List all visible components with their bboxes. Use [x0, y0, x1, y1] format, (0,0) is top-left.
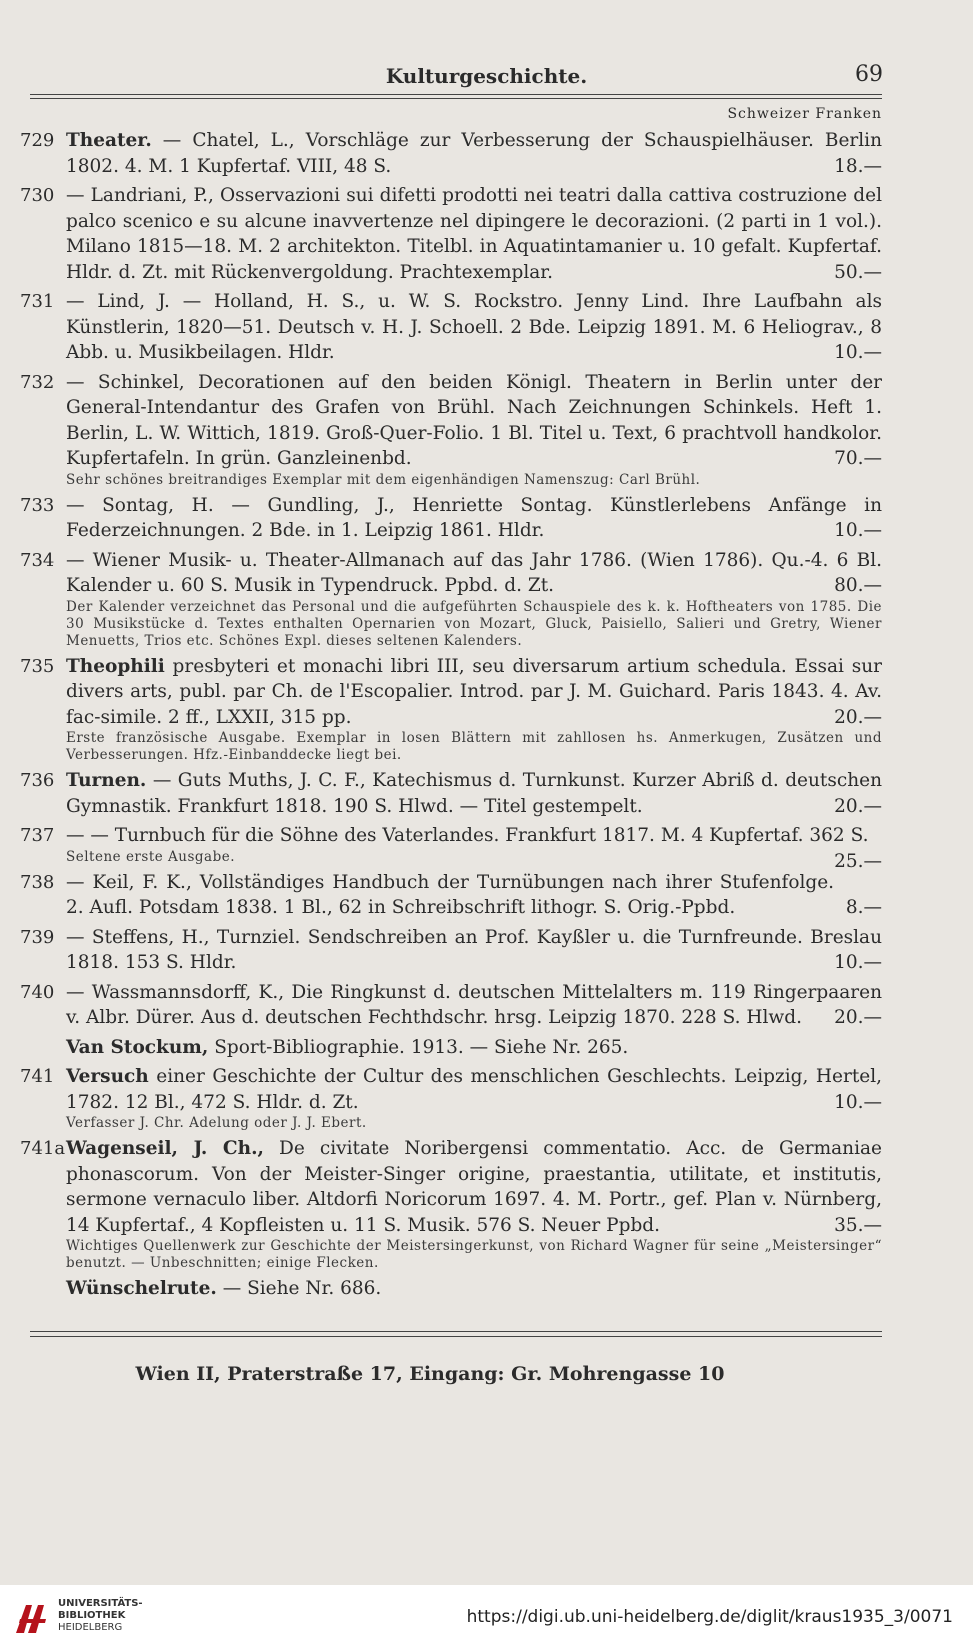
- catalog-entry: [20, 548, 882, 650]
- entry-description: — Keil, F. K., Vollständiges Handbuch der Turnübungen nach ihrer Stufenfolge. 2. Aufl. Potsdam 1838. 1 Bl., 62 in Schreibschrift lithogr. S. Orig.-Ppbd.: [66, 871, 835, 918]
- catalog-entries: [20, 104, 882, 1302]
- library-name: [58, 1598, 143, 1634]
- catalog-entry: [20, 493, 882, 544]
- entry-text: [66, 493, 882, 544]
- entry-number: 740: [20, 981, 55, 1003]
- page-number: 69: [855, 62, 883, 87]
- entry-heading: Turnen.: [66, 770, 147, 791]
- entry-text: [66, 925, 882, 976]
- entry-description: — Wassmannsdorff, K., Die Ringkunst d. deutschen Mittelalters m. 119 Ringerpaaren v. Albr. Dürer. Aus d. deutschen Fechthdschr. hrsg. Leipzig 1870. 228 S. Hlwd.: [66, 981, 882, 1028]
- entry-text: [66, 654, 882, 731]
- entry-text: [66, 870, 882, 921]
- entry-note: Wichtiges Quellenwerk zur Geschichte der Meistersingerkunst, von Richard Wagner für seine „Meistersinger“ benutzt. — Unbeschnitten; einige Flecken.: [66, 1238, 882, 1271]
- entry-number: 734: [20, 549, 55, 571]
- catalog-entry: [20, 1035, 882, 1061]
- university-library-logo: [10, 1597, 52, 1639]
- entry-number: 730: [20, 185, 55, 206]
- entry-text: [66, 768, 882, 819]
- entry-description: einer Geschichte der Cultur des menschlichen Geschlechts. Leipzig, Hertel, 1782. 12 Bl., 472 S. Hldr. d. Zt.: [66, 1066, 882, 1113]
- entry-price: 10.—: [834, 1091, 882, 1113]
- entry-list: [20, 128, 882, 1302]
- entry-number: 736: [20, 770, 55, 791]
- entry-note: Erste französische Ausgabe. Exemplar in losen Blättern mit zahllosen hs. Anmerkugen, Zusätzen und Verbesserungen. Hfz.-Einbanddecke liegt bei.: [66, 730, 882, 763]
- catalog-entry: [20, 183, 882, 285]
- entry-price: 20.—: [834, 795, 882, 817]
- entry-number: 741a: [20, 1138, 66, 1159]
- catalog-entry: [20, 128, 882, 179]
- entry-note: Verfasser J. Chr. Adelung oder J. J. Ebert.: [66, 1115, 367, 1131]
- catalog-entry: [20, 289, 882, 366]
- entry-text: [66, 1064, 882, 1115]
- entry-price: 18.—: [834, 155, 882, 177]
- entry-price: 10.—: [834, 520, 882, 541]
- catalog-entry: [20, 654, 882, 765]
- dealer-address: Wien II, Praterstraße 17, Eingang: Gr. Mohrengasse 10: [135, 1363, 725, 1385]
- entry-number: 733: [20, 494, 55, 516]
- entry-text: [66, 980, 882, 1031]
- entry-description: — Steffens, H., Turnziel. Sendschreiben an Prof. Kayßler u. die Turnfreunde. Breslau 1818. 153 S. Hldr.: [66, 926, 882, 973]
- entry-description: — Chatel, L., Vorschläge zur Verbesserung der Schauspielhäuser. Berlin 1802. 4. M. 1 Kupfertaf. VIII, 48 S.: [66, 130, 882, 177]
- entry-heading: Wünschelrute.: [66, 1278, 217, 1299]
- entry-text: [66, 289, 882, 366]
- library-line-3: HEIDELBERG: [58, 1622, 123, 1633]
- entry-description: De civitate Noribergensi commentatio. Acc. de Germaniae phonascorum. Von der Meister-Singer origine, praestantia, utilitate, et institutis, sermone vernaculo liber. Altdorfi Noricorum 1697. 4. M. Portr., gef. Plan v. Nürnberg, 14 Kupfertaf., 4 Kopfleisten u. 11 S. Musik. 576 S. Neuer Ppbd.: [66, 1138, 882, 1236]
- entry-price: 70.—: [834, 448, 882, 469]
- catalog-entry: [20, 870, 882, 921]
- library-line-1: UNIVERSITÄTS-: [58, 1598, 143, 1609]
- entry-text: [66, 370, 882, 472]
- entry-description: — Siehe Nr. 686.: [216, 1278, 382, 1299]
- catalog-entry: [20, 1064, 882, 1132]
- catalog-entry: [20, 823, 882, 872]
- entry-description: presbyteri et monachi libri III, seu diversarum artium schedula. Essai sur divers arts, publ. par Ch. de l'Escopalier. Introd. par J. M. Guichard. Paris 1843. 4. Av. fac-simile. 2 ff., LXXII, 315 pp.: [66, 655, 882, 728]
- entry-price: 10.—: [834, 952, 882, 973]
- entry-heading: Theophili: [66, 655, 165, 677]
- permalink-url[interactable]: https://digi.ub.uni-heidelberg.de/diglit/kraus1935_3/0071: [466, 1607, 953, 1627]
- entry-price: 35.—: [834, 1214, 882, 1236]
- entry-text: [66, 548, 882, 599]
- entry-description: — Schinkel, Decorationen auf den beiden Königl. Theatern in Berlin unter der General-Intendantur des Grafen von Brühl. Nach Zeichnungen Schinkels. Heft 1. Berlin, L. W. Wittich, 1819. Groß-Quer-Folio. 1 Bl. Titel u. Text, 6 prachtvoll handkolor. Kupfertafeln. In grün. Ganzleinenbd.: [66, 371, 882, 469]
- entry-text: [66, 1276, 882, 1302]
- entry-number: 735: [20, 655, 55, 677]
- entry-number: 739: [20, 926, 55, 948]
- entry-description: — — Turnbuch für die Söhne des Vaterlandes. Frankfurt 1817. M. 4 Kupfertaf. 362 S.: [66, 825, 869, 846]
- entry-text: [66, 128, 882, 179]
- entry-note: Sehr schönes breitrandiges Exemplar mit dem eigenhändigen Namenszug: Carl Brühl.: [66, 471, 701, 488]
- entry-number: 738: [20, 871, 55, 893]
- header-rule: [30, 94, 882, 95]
- catalog-entry: [20, 925, 882, 976]
- entry-heading: Versuch: [66, 1066, 149, 1087]
- currency-label: Schweizer Franken: [727, 106, 882, 122]
- entry-heading: Theater.: [66, 130, 152, 151]
- entry-description: — Sontag, H. — Gundling, J., Henriette Sontag. Künstlerlebens Anfänge in Federzeichnungen. 2 Bde. in 1. Leipzig 1861. Hldr.: [66, 494, 882, 541]
- entry-number: 732: [20, 371, 55, 393]
- footer-rule: [30, 1331, 882, 1332]
- entry-description: — Guts Muths, J. C. F., Katechismus d. Turnkunst. Kurzer Abriß d. deutschen Gymnastik. Frankfurt 1818. 190 S. Hlwd. — Titel gestempelt.: [66, 770, 882, 817]
- entry-price: 50.—: [834, 261, 882, 283]
- entry-number: 731: [20, 291, 55, 312]
- entry-description: — Wiener Musik- u. Theater-Allmanach auf das Jahr 1786. (Wien 1786). Qu.-4. 6 Bl. Kalender u. 60 S. Musik in Typendruck. Ppbd. d. Zt.: [66, 549, 882, 596]
- footer-rule-double: [30, 1336, 882, 1337]
- catalog-entry: [20, 1136, 882, 1272]
- catalog-entry: [20, 370, 882, 489]
- entry-price: 10.—: [834, 342, 882, 363]
- entry-note: Seltene erste Ausgabe.: [66, 848, 236, 865]
- catalog-entry: [20, 980, 882, 1031]
- entry-text: [66, 1136, 882, 1238]
- entry-description: — Landriani, P., Osservazioni sui difetti prodotti nei teatri dalla cattiva costruzione del palco scenico e su alcune inavvertenze nel dipingere le decorazioni. (2 parti in 1 vol.). Milano 1815—18. M. 2 architekton. Titelbl. in Aquatintamanier u. 10 gefalt. Kupfertaf. Hldr. d. Zt. mit Rückenvergoldung. Prachtexemplar.: [66, 185, 882, 283]
- page-header: [0, 62, 973, 92]
- entry-number: 741: [20, 1066, 55, 1087]
- entry-price: 20.—: [834, 706, 882, 728]
- library-line-2: BIBLIOTHEK: [58, 1610, 126, 1621]
- entry-note: Der Kalender verzeichnet das Personal und die aufgeführten Schauspiele des k. k. Hoftheaters von 1785. Die 30 Musikstücke d. Textes enthalten Opernarien von Mozart, Gluck, Paisiello, Salieri und Gretry, Wiener Menuetts, Trios etc. Schönes Expl. dieses seltenen Kalenders.: [66, 598, 882, 649]
- entry-text: [66, 1035, 882, 1061]
- entry-price: 80.—: [834, 575, 882, 596]
- entry-price: 8.—: [845, 897, 882, 918]
- entry-price: 20.—: [834, 1007, 882, 1028]
- catalog-entry: [20, 768, 882, 819]
- entry-number: 737: [20, 825, 55, 846]
- entry-price: 25.—: [834, 850, 882, 872]
- entry-heading: Van Stockum,: [66, 1036, 209, 1058]
- page-title: Kulturgeschichte.: [385, 64, 588, 88]
- entry-heading: Wagenseil, J. Ch.,: [66, 1138, 264, 1159]
- entry-text: [66, 183, 882, 285]
- entry-description: Sport-Bibliographie. 1913. — Siehe Nr. 265.: [208, 1036, 629, 1058]
- entry-description: — Lind, J. — Holland, H. S., u. W. S. Rockstro. Jenny Lind. Ihre Laufbahn als Künstlerin, 1820—51. Deutsch v. H. J. Schoell. 2 Bde. Leipzig 1891. M. 6 Heliograv., 8 Abb. u. Musikbeilagen. Hldr.: [66, 291, 882, 363]
- entry-number: 729: [20, 130, 55, 151]
- viewer-footer: [0, 1585, 973, 1651]
- header-rule-double: [30, 98, 882, 99]
- catalog-entry: [20, 1276, 882, 1302]
